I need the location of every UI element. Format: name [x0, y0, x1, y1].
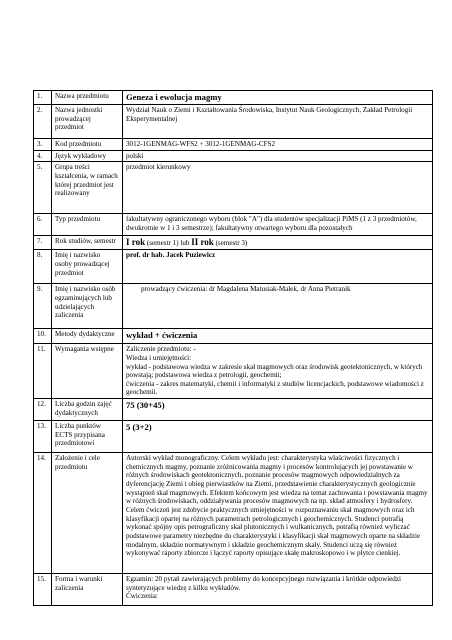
table-row [34, 329, 433, 344]
row-label: Liczba godzin zajęć dydaktycznych [52, 399, 123, 421]
table-row [34, 453, 433, 574]
table-row [34, 344, 433, 399]
study-year [123, 236, 433, 250]
row-number: 6. [34, 214, 52, 236]
row-number: 13. [34, 421, 52, 453]
prereq-line: Wiedza i umiejętności: [126, 353, 192, 362]
table-row [34, 105, 433, 139]
prerequisites [123, 344, 433, 399]
table-row [34, 399, 433, 421]
table-row [34, 139, 433, 151]
row-number: 4. [34, 150, 52, 162]
row-label: Nazwa przedmiotu [52, 91, 123, 105]
prereq-line: Zaliczenie przedmiotu: - [126, 345, 196, 354]
objectives [123, 453, 433, 574]
row-number: 3. [34, 139, 52, 151]
row-label: Imię i nazwisko osoby prowadzącej przedmiot [52, 250, 123, 284]
year-2: II rok [191, 237, 214, 248]
table-row [34, 284, 433, 329]
course-code: 3012-1GENMAG-WFS2 + 3012-1GENMAG-CFS2 [123, 139, 433, 151]
row-label: Kod przedmiotu [52, 139, 123, 151]
table-row [34, 91, 433, 105]
row-number: 12. [34, 399, 52, 421]
row-number: 8. [34, 250, 52, 284]
prereq-line: ćwiczenia - zakres matematyki, chemii i informatyki z studiów licencjackich, podstawowe wiadomości z geochemii. [126, 379, 424, 397]
row-number: 9. [34, 284, 52, 329]
year-suffix: (semestr 3) [213, 239, 248, 248]
prereq-line: wykład - podstawowa wiedza w zakresie skał magmowych oraz środowisk geotektonicznych, w których powstają; podstawowa wiedza z petrologii, geochemii; [126, 362, 423, 380]
row-label: Grupa treści kształcenia, w ramach której przedmiot jest realizowany [52, 162, 123, 214]
row-label: Wymagania wstępne [52, 344, 123, 399]
row-number: 1. [34, 91, 52, 105]
assessment-line: Ćwiczenia: [126, 592, 158, 601]
row-number: 7. [34, 236, 52, 250]
table-row [34, 162, 433, 214]
year-sep: (semestr 1) lub [145, 239, 192, 248]
year-1: I rok [126, 237, 146, 248]
row-label: Typ przedmiotu [52, 214, 123, 236]
assessment [123, 574, 433, 606]
objectives-paragraph: Autorski wykład monograficzny. Celem wykładu jest: charakterystyka właściwości fizycznych i chemicznych magmy, poznanie zróżnicowania magmy i procesów kontrolujących jej powstawanie w różnych środowiskach geotektonicznych, poznanie procesów magmowych odpowiedzialnych za dyferencjację Ziemi i obieg pierwiastków na Ziemi, przedstawienie charakterystycznych geologicznie wystąpień skał magmowych. Efektem końcowym jest wiedza na temat zachowania i powstawania magmy w różnych środowiskach, oddziaływania procesów magmowych na np. skład atmosfery i hydrosfery. [126, 454, 428, 506]
table-row [34, 421, 433, 453]
examiners: prowadzący ćwiczenia: dr Magdalena Matusiak-Małek, dr Anna Pietranik [123, 284, 433, 329]
table-row [34, 214, 433, 236]
row-label: Język wykładowy [52, 150, 123, 162]
teaching-methods: wykład + ćwiczenia [123, 329, 433, 344]
row-number: 14. [34, 453, 52, 574]
row-label: Nazwa jednostki prowadzącej przedmiot [52, 105, 123, 139]
row-label: Imię i nazwisko osób egzaminujących lub udzielających zaliczenia [52, 284, 123, 329]
row-label: Metody dydaktyczne [52, 329, 123, 344]
course-type: fakultatywny ograniczonego wyboru (blok "A") dla studentów specjalizacji PiMS (1 z 3 przedmiotów, dwukrotnie w 1 i 3 semestrze); fakultatywny otwartego wyboru dla pozostałych [123, 214, 433, 236]
row-number: 2. [34, 105, 52, 139]
language: polski [123, 150, 433, 162]
objectives-paragraph: Celem ćwiczeń jest zdobycie praktycznych umiejętności w rozpoznawaniu skał magmowych oraz ich klasyfikacji opartej na różnych parametrach petrologicznych i geochemicznych. Studenci potrafią wykonać spójny opis petrograficzny skał plutonicznych i wulkanicznych, potrafią również wyliczać podstawowe parametry niezbędne do charakterystyki i klasyfikacji skał magmowych oparte na składzie modalnym, składzie normatywnym i składzie geochemicznym skały. Studenci uczą się również wykonywać raporty zbiorcze i łączyć raporty opisujące skałę makroskopowo i w płytce cienkiej. [126, 505, 421, 558]
row-number: 5. [34, 162, 52, 214]
hours: 75 (30+45) [123, 399, 433, 421]
ects-points: 5 (3+2) [123, 421, 433, 453]
content-group: przedmiot kierunkowy [123, 162, 433, 214]
unit-name: Wydział Nauk o Ziemi i Kształtowania Środowiska, Instytut Nauk Geologicznych, Zakład Petrologii Eksperymentalnej [123, 105, 433, 139]
course-syllabus-table [33, 90, 432, 606]
row-number: 10. [34, 329, 52, 344]
row-label: Rok studiów, semestr [52, 236, 123, 250]
table-row [34, 150, 433, 162]
course-name: Geneza i ewolucja magmy [123, 91, 433, 105]
row-label: Założenie i cele przedmiotu [52, 453, 123, 574]
table-row [34, 250, 433, 284]
lecturer: prof. dr hab. Jacek Puziewicz [123, 250, 433, 284]
row-label: Forma i warunki zaliczenia [52, 574, 123, 606]
row-number: 11. [34, 344, 52, 399]
row-label: Liczba punktów ECTS przypisana przedmiotowi [52, 421, 123, 453]
assessment-line: Egzamin: 20 pytań zawierających problemy do koncepcyjnego rozwiązania i krótkie odpowiedzi syntetyzujące wiedzę z kilku wykładów. [126, 575, 401, 592]
table-row [34, 236, 433, 250]
table-row [34, 574, 433, 606]
row-number: 15. [34, 574, 52, 606]
